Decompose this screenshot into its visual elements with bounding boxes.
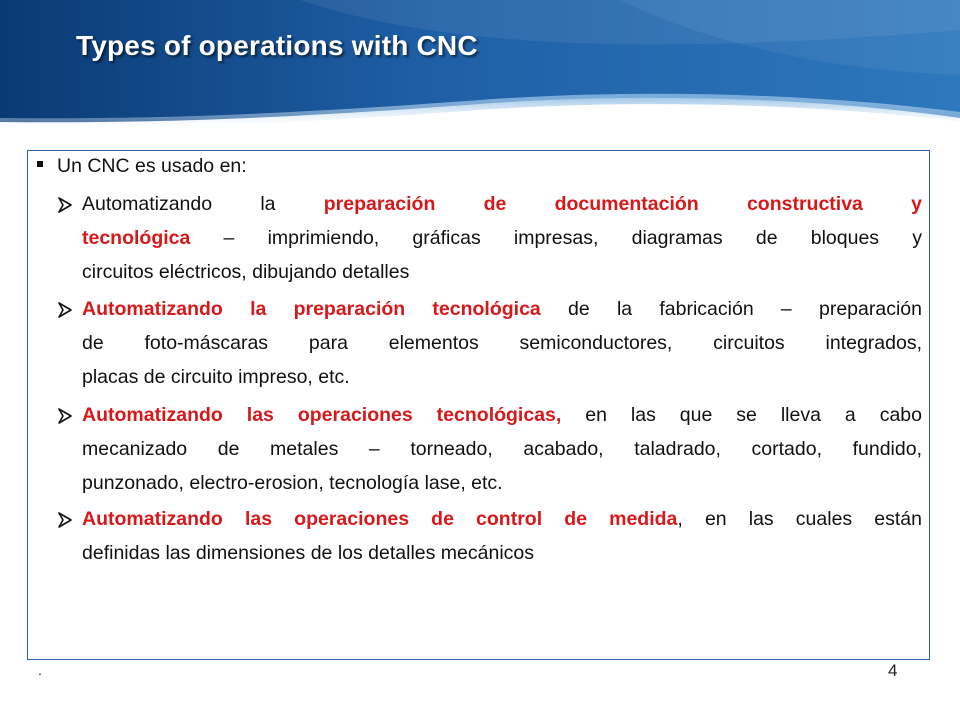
bullet-2-line-1 bbox=[82, 297, 922, 321]
bullet-3-line-3 bbox=[82, 471, 503, 495]
body-text: definidas las dimensiones de los detalles mecánicos bbox=[82, 542, 535, 564]
highlighted-text: tecnológica bbox=[82, 227, 191, 249]
slide-header bbox=[0, 0, 960, 150]
body-text: Automatizando la bbox=[82, 193, 324, 215]
body-text: , en las cuales están bbox=[677, 508, 922, 530]
body-text: punzonado, electro-erosion, tecnología lase, etc. bbox=[82, 472, 503, 494]
bullet-2-line-2 bbox=[82, 331, 922, 355]
bullet-1-line-1 bbox=[82, 192, 922, 216]
body-text: en las que se lleva a cabo bbox=[561, 404, 923, 426]
arrow-bullet-icon bbox=[57, 512, 73, 528]
intro-bullet bbox=[28, 153, 929, 179]
bullet-4-line-2 bbox=[82, 541, 534, 565]
bullet-4-line-1 bbox=[82, 507, 922, 531]
highlighted-text: Automatizando las operaciones de control de medida bbox=[82, 508, 678, 530]
intro-text: Un CNC es usado en: bbox=[57, 155, 247, 177]
body-text: de foto-máscaras para elementos semiconductores, circuitos integrados, bbox=[82, 332, 922, 354]
arrow-bullet-icon bbox=[57, 302, 73, 318]
highlighted-text: Automatizando las operaciones tecnológicas, bbox=[82, 404, 562, 426]
content-box bbox=[27, 150, 930, 660]
footer-mark: . bbox=[38, 662, 42, 678]
slide-title: Types of operations with CNC bbox=[76, 30, 478, 61]
highlighted-text: Automatizando la preparación tecnológica bbox=[82, 298, 541, 320]
arrow-bullet-icon bbox=[57, 408, 73, 424]
bullet-1-line-3 bbox=[82, 260, 409, 284]
body-text: placas de circuito impreso, etc. bbox=[82, 366, 350, 388]
bullet-3-line-1 bbox=[82, 403, 922, 427]
square-bullet-icon bbox=[37, 161, 43, 167]
page-number: 4 bbox=[888, 661, 898, 680]
body-text: circuitos eléctricos, dibujando detalles bbox=[82, 261, 410, 283]
highlighted-text: preparación de documentación constructiva y bbox=[323, 193, 922, 215]
body-text: de la fabricación – preparación bbox=[540, 298, 922, 320]
bullet-1-line-2 bbox=[82, 226, 922, 250]
bullet-2-line-3 bbox=[82, 365, 350, 389]
body-text: mecanizado de metales – torneado, acabado, taladrado, cortado, fundido, bbox=[82, 438, 922, 460]
header-wave-graphic bbox=[0, 0, 960, 150]
arrow-bullet-icon bbox=[57, 197, 73, 213]
bullet-3-line-2 bbox=[82, 437, 922, 461]
body-text: – imprimiendo, gráficas impresas, diagramas de bloques y bbox=[190, 227, 922, 249]
